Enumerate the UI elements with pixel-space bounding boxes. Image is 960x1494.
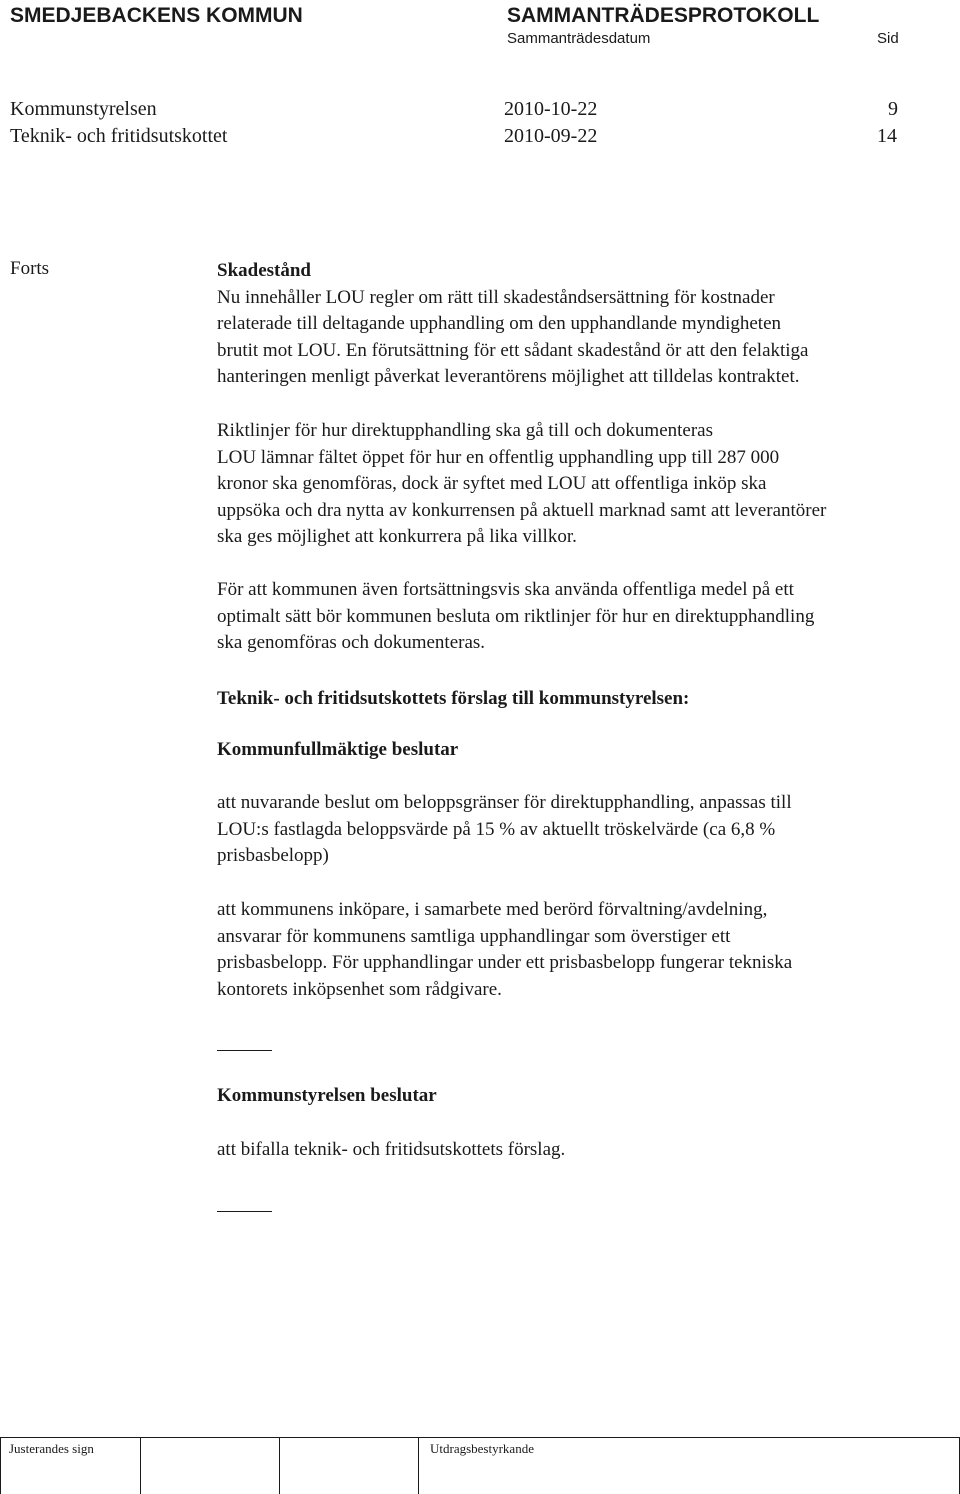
ks-beslut-block xyxy=(217,1137,957,1164)
skadestand-line: brutit mot LOU. En förutsättning för ett sådant skadestånd ör att den felaktiga xyxy=(217,339,809,361)
continuation-label: Forts xyxy=(10,258,50,279)
document-type: SAMMANTRÄDESPROTOKOLL xyxy=(507,4,820,27)
municipality-name: SMEDJEBACKENS KOMMUN xyxy=(10,4,303,27)
beslut-1 xyxy=(217,790,957,870)
footer-divider xyxy=(279,1437,280,1494)
riktlinjer-line: kronor ska genomföras, dock är syftet med LOU att offentliga inköp ska xyxy=(217,473,767,494)
kommunen-line: ska genomföras och dokumenteras. xyxy=(217,632,486,653)
utdragsbestyrkande-label: Utdragsbestyrkande xyxy=(430,1441,534,1456)
beslut-2-line: prisbasbelopp. För upphandlingar under ett prisbasbelopp fungerar tekniska xyxy=(217,952,793,973)
date-column-label: Sammanträdesdatum xyxy=(507,30,651,47)
skadestand-section xyxy=(217,258,957,391)
kf-block xyxy=(217,737,957,764)
skadestand-line: relaterade till deltagande upphandling om den upphandlande myndigheten xyxy=(217,313,782,334)
justerandes-sign-label: Justerandes sign xyxy=(9,1441,94,1456)
skadestand-heading: Skadestånd xyxy=(217,260,311,281)
beslut-2-line: ansvarar för kommunens samtliga upphandlingar som överstiger ett xyxy=(217,925,731,947)
footer-divider xyxy=(418,1437,419,1494)
kommunen-line: optimalt sätt bör kommunen besluta om riktlinjer för hur en direktupphandling xyxy=(217,605,815,627)
riktlinjer-line: Riktlinjer för hur direktupphandling ska gå till och dokumenteras xyxy=(217,420,714,441)
kommunen-line: För att kommunen även fortsättningsvis ska använda offentliga medel på ett xyxy=(217,579,794,600)
ks-heading: Kommunstyrelsen beslutar xyxy=(217,1085,437,1106)
beslut-1-line: LOU:s fastlagda beloppsvärde på 15 % av aktuellt tröskelvärde (ca 6,8 % xyxy=(217,818,776,840)
skadestand-line: hanteringen menligt påverkat leverantörens möjlighet att tilldelas kontraktet. xyxy=(217,366,800,387)
kf-heading: Kommunfullmäktige beslutar xyxy=(217,739,459,760)
end-divider xyxy=(217,1211,272,1212)
forslag-heading: Teknik- och fritidsutskottets förslag till kommunstyrelsen: xyxy=(217,688,690,709)
page-column-label: Sid xyxy=(877,30,899,47)
ks-block xyxy=(217,1083,957,1110)
beslut-2 xyxy=(217,897,957,1003)
section-divider xyxy=(217,1050,272,1051)
beslut-1-line: att nuvarande beslut om beloppsgränser för direktupphandling, anpassas till xyxy=(217,792,792,813)
beslut-1-line: prisbasbelopp) xyxy=(217,845,329,866)
ks-beslut-text: att bifalla teknik- och fritidsutskottets förslag. xyxy=(217,1139,566,1160)
riktlinjer-line: LOU lämnar fältet öppet för hur en offentlig upphandling upp till 287 000 xyxy=(217,446,780,468)
riktlinjer-line: uppsöka och dra nytta av konkurrensen på aktuell marknad samt att leverantörer xyxy=(217,499,827,521)
skadestand-line: Nu innehåller LOU regler om rätt till skadeståndsersättning för kostnader xyxy=(217,286,775,308)
meta-body-1: Kommunstyrelsen xyxy=(10,98,157,120)
footer-top-border xyxy=(0,1437,960,1438)
meta-date-1: 2010-10-22 xyxy=(504,98,598,120)
kommunen-section xyxy=(217,577,957,657)
meta-body-2: Teknik- och fritidsutskottet xyxy=(10,125,228,147)
forslag-block xyxy=(217,686,957,713)
beslut-2-line: kontorets inköpsenhet som rådgivare. xyxy=(217,978,502,1000)
footer-divider xyxy=(0,1437,1,1494)
meta-page-2: 14 xyxy=(877,125,897,147)
meta-date-2: 2010-09-22 xyxy=(504,125,598,147)
riktlinjer-section xyxy=(217,418,957,551)
meta-page-1: 9 xyxy=(888,98,898,120)
riktlinjer-line: ska ges möjlighet att konkurrera på lika villkor. xyxy=(217,526,577,547)
beslut-2-line: att kommunens inköpare, i samarbete med berörd förvaltning/avdelning, xyxy=(217,899,768,920)
footer-divider xyxy=(140,1437,141,1494)
